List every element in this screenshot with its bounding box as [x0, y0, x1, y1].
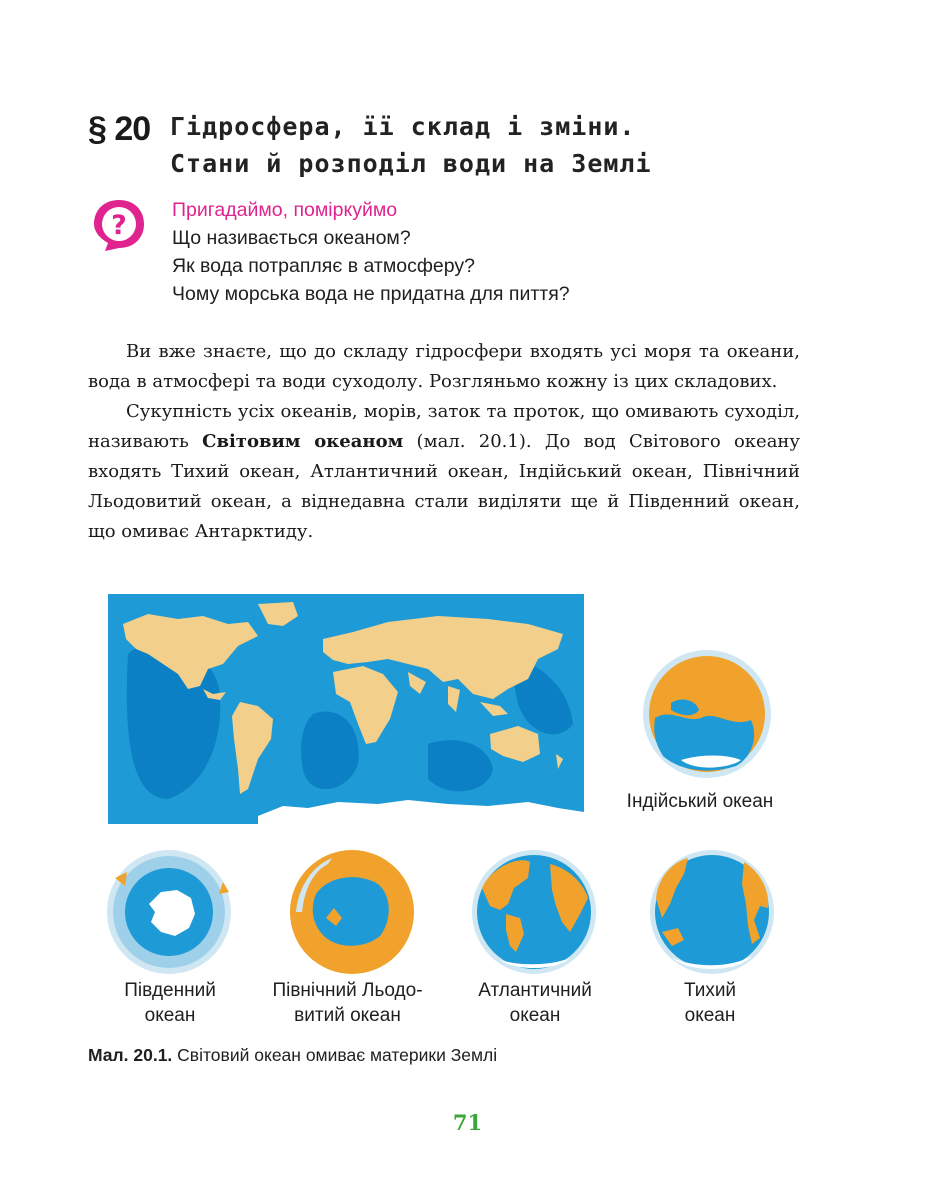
recall-block	[172, 196, 570, 308]
recall-question: Що називається океаном?	[172, 227, 411, 249]
term-world-ocean: Світовим океаном	[202, 431, 404, 452]
question-mark-icon	[91, 197, 147, 253]
label-arctic-ocean: Північний Льодо- витий океан	[272, 980, 423, 1026]
world-map	[108, 594, 584, 824]
recall-question: Як вода потрапляє в атмосферу?	[172, 255, 475, 277]
section-title-line1: Гідросфера, її склад і зміни.	[170, 112, 636, 141]
globe-southern-ocean	[105, 848, 233, 976]
globe-pacific-ocean	[648, 848, 776, 976]
body-text	[88, 337, 800, 547]
label-southern-ocean: Південний океан	[124, 980, 216, 1026]
recall-question: Чому морська вода не придатна для пиття?	[172, 283, 570, 305]
paragraph-2: Сукупність усіх океанів, морів, заток та проток, що омивають суходіл, називають Світовим океаном (мал. 20.1). До вод Світового океану входять Тихий океан, Атлантичний океан, Індійський океан, Північний Льодовитий океан, а віднедавна стали виділяти ще й Південний океан, що омиває Антарктиду.	[88, 401, 801, 542]
paragraph-1: Ви вже знаєте, що до складу гідросфери входять усі моря та океани, вода в атмосфері та води суходолу. Розгляньмо кожну із цих складових.	[88, 341, 800, 392]
page-number: 71	[452, 1110, 483, 1135]
recall-heading: Пригадаймо, поміркуймо	[172, 199, 398, 221]
globe-indian-ocean	[641, 648, 773, 780]
section-title	[170, 108, 870, 182]
section-number: § 20	[88, 110, 151, 148]
section-title-line2: Стани й розподіл води на Землі	[170, 149, 652, 178]
globe-arctic-ocean	[288, 848, 416, 976]
label-atlantic-ocean: Атлантичний океан	[478, 980, 592, 1026]
label-indian-ocean: Індійський океан	[626, 791, 774, 812]
figure-caption: Мал. 20.1. Світовий океан омиває материки Землі	[88, 1045, 498, 1065]
label-pacific-ocean: Тихий океан	[683, 980, 737, 1026]
globe-atlantic-ocean	[470, 848, 598, 976]
svg-text:?: ?	[111, 210, 127, 241]
